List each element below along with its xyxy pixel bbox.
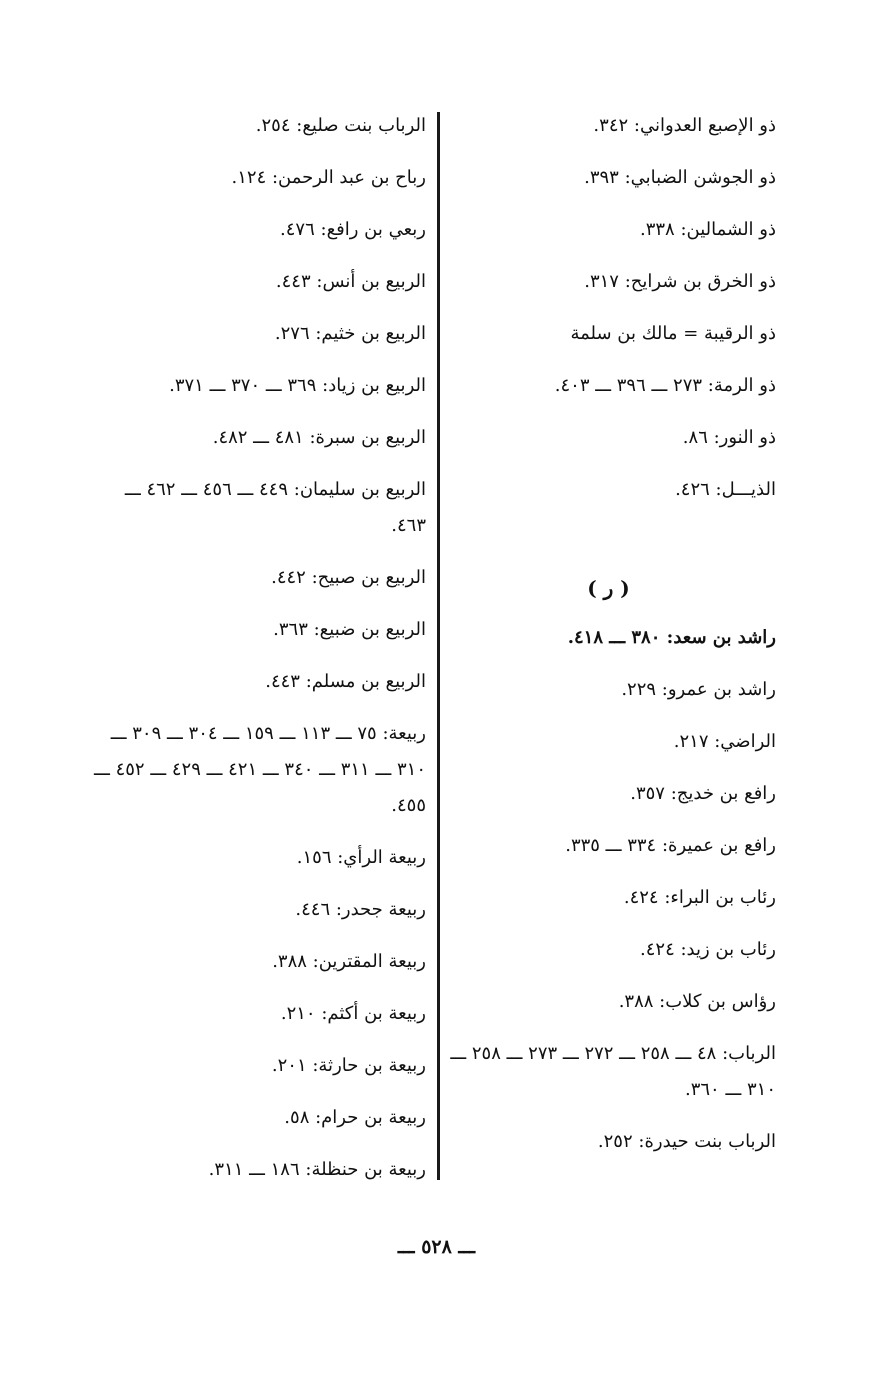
index-entry: رافع بن خديج: ٣٥٧. [630,783,776,804]
index-entry: ذو الرقيبة = مالك بن سلمة [570,323,776,344]
index-entry: ذو الشمالين: ٣٣٨. [639,219,776,240]
index-entry: ذو الإصبع العدواني: ٣٤٢. [593,115,776,136]
index-entry: الربيع بن أنس: ٤٤٣. [275,271,426,292]
index-entry: الذيـــل: ٤٢٦. [675,479,776,500]
index-entry: رئاب بن البراء: ٤٢٤. [623,887,776,908]
index-entry: ذو الخرق بن شرايح: ٣١٧. [584,271,776,292]
index-entry: ربيعة المقترين: ٣٨٨. [272,951,426,972]
index-entry: ربيعة بن أكثم: ٢١٠. [280,1003,426,1024]
index-entry: ربيعة بن حرام: ٥٨. [284,1107,426,1128]
section-heading-ra: ( ر ) [587,576,630,600]
index-entry: الربيع بن خثيم: ٢٧٦. [274,323,426,344]
index-entry: الربيع بن مسلم: ٤٤٣. [265,671,426,692]
index-entry: ربيعة: ٧٥ ـــ ١١٣ ـــ ١٥٩ ـــ ٣٠٤ ـــ ٣٠٩ ـــ ٣١٠ ـــ ٣١١ ـــ ٣٤٠ ـــ ٤٢١ ـــ ٤٢٩ ـــ ٤٥٢ ـــ ٤٥٥. [94,723,426,816]
index-entry: الراضي: ٢١٧. [673,731,776,752]
index-entry: الربيع بن سليمان: ٤٤٩ ـــ ٤٥٦ ـــ ٤٦٢ ـــ ٤٦٣. [124,479,426,536]
index-entry: الرباب بنت صليع: ٢٥٤. [255,115,426,136]
index-entry: ربيعة بن حارثة: ٢٠١. [271,1055,426,1076]
page-number: ـــ ٥٢٨ ـــ [397,1236,476,1258]
index-entry: ذو النور: ٨٦. [682,427,776,448]
index-entry: الربيع بن صبيح: ٤٤٢. [271,567,426,588]
index-entry: الربيع بن ضبيع: ٣٦٣. [273,619,426,640]
index-entry: رباح بن عبد الرحمن: ١٢٤. [231,167,426,188]
index-entry: رافع بن عميرة: ٣٣٤ ـــ ٣٣٥. [565,835,776,856]
index-entry: ربعي بن رافع: ٤٧٦. [280,219,426,240]
index-entry: راشد بن سعد: ٣٨٠ ـــ ٤١٨. [567,627,776,648]
index-entry: الرباب بنت حيدرة: ٢٥٢. [597,1131,776,1152]
index-entry: ربيعة بن حنظلة: ١٨٦ ـــ ٣١١. [208,1159,426,1180]
column-divider [437,112,440,1180]
index-entry: ربيعة جحدر: ٤٤٦. [295,899,426,920]
index-entry: ربيعة الرأي: ١٥٦. [296,847,426,868]
index-column-right [441,108,776,1176]
index-entry: ذو الجوشن الضبابي: ٣٩٣. [584,167,776,188]
index-entry: راشد بن عمرو: ٢٢٩. [621,679,776,700]
index-entry: الربيع بن زياد: ٣٦٩ ـــ ٣٧٠ ـــ ٣٧١. [169,375,426,396]
index-entry: رؤاس بن كلاب: ٣٨٨. [618,991,776,1012]
index-entry: الربيع بن سبرة: ٤٨١ ـــ ٤٨٢. [212,427,426,448]
index-entry: رئاب بن زيد: ٤٢٤. [640,939,776,960]
index-column-left [91,108,426,1204]
index-entry: ذو الرمة: ٢٧٣ ـــ ٣٩٦ ـــ ٤٠٣. [554,375,776,396]
index-entry: الرباب: ٤٨ ـــ ٢٥٨ ـــ ٢٧٢ ـــ ٢٧٣ ـــ ٢٥٨ ـــ ٣١٠ ـــ ٣٦٠. [450,1043,776,1100]
